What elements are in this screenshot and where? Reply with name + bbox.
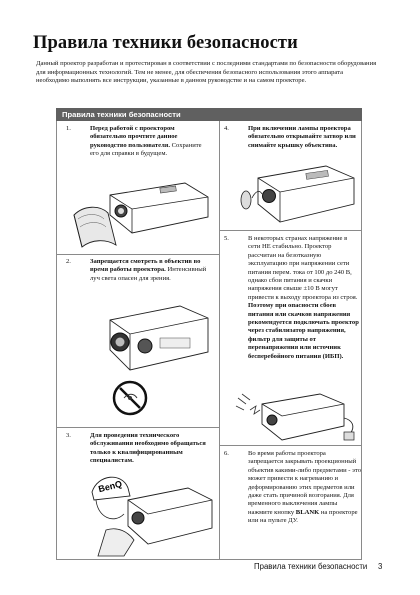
item-bold-text: Перед работой с проектором обязательно прочтите данное руководство пользователя. [90, 125, 178, 149]
item-number: 5. [224, 235, 229, 242]
item-text: на проекторе или на пульте ДУ. [248, 508, 358, 525]
manual-and-projector-illustration [70, 175, 210, 253]
item-text: Сохраните его для справки в будущем. [90, 141, 202, 158]
item-bold-text: Поэтому при опасности сбоев питания или скачков напряжения рекомендуется подключать проектор через стабилизатор напряжения, фильтр для защиты от перенапряжения или источник бесперебойного питания (ИБП). [248, 302, 359, 360]
service-technician-illustration [88, 470, 214, 558]
footer-section-title: Правила техники безопасности [254, 562, 368, 571]
no-looking-into-lens-illustration [100, 300, 210, 422]
power-surge-illustration [232, 390, 360, 442]
item-text: Интенсивный луч света опасен для зрения. [90, 266, 207, 282]
row-divider [220, 445, 362, 446]
item-bold-text: Запрещается смотреть в объектив во время работы проектора. [90, 258, 201, 274]
row-divider [220, 230, 362, 231]
item-number: 4. [224, 125, 229, 132]
item-bold-text: BLANK [295, 508, 320, 516]
row-divider [56, 427, 219, 428]
item-number: 1. [66, 125, 71, 132]
item-number: 2. [66, 258, 71, 265]
item-number: 3. [66, 432, 71, 439]
column-divider [219, 121, 220, 560]
item-text: В некоторых странах напряжение в сети НЕ стабильно. Проектор рассчитан на безотказную эксплуатацию при напряжении сети питания перем. тока от 100 до 240 В, однако сбои питания и скачки напряжения свыше ±10 В могут привести к выходу проектора из строя. [248, 235, 358, 301]
item-bold-text: При включении лампы проектора обязательно открывайте затвор или снимайте крышку объектива. [248, 125, 356, 149]
brand-logo: BenQ [97, 478, 124, 495]
intro-paragraph: Данный проектор разработан и протестирован в соответствии с последними стандартами по безопасности оборудования для информационных технологий. Тем не менее, для обеспечения безопасного использования этого аппарата необходимо выполнять все инструкции, указанные в данном руководстве и на самом проекторе. [36, 60, 377, 85]
safety-box-header: Правила техники безопасности [56, 108, 362, 121]
item-number: 6. [224, 450, 229, 457]
row-divider [56, 254, 219, 255]
page-title: Правила техники безопасности [33, 33, 298, 53]
item-text: Во время работы проектора запрещается закрывать проекционный объектив какими-либо предметами - это может привести к нагреванию и деформированию этих предметов или даже стать причиной возгорания. Для временного выключения лампы нажмите кнопку [248, 450, 362, 516]
lens-cap-illustration [236, 160, 356, 228]
item-bold-text: Для проведения технического обслуживания необходимо обращаться только к квалифицированным специалистам. [90, 432, 206, 465]
page-number: 3 [378, 562, 383, 571]
